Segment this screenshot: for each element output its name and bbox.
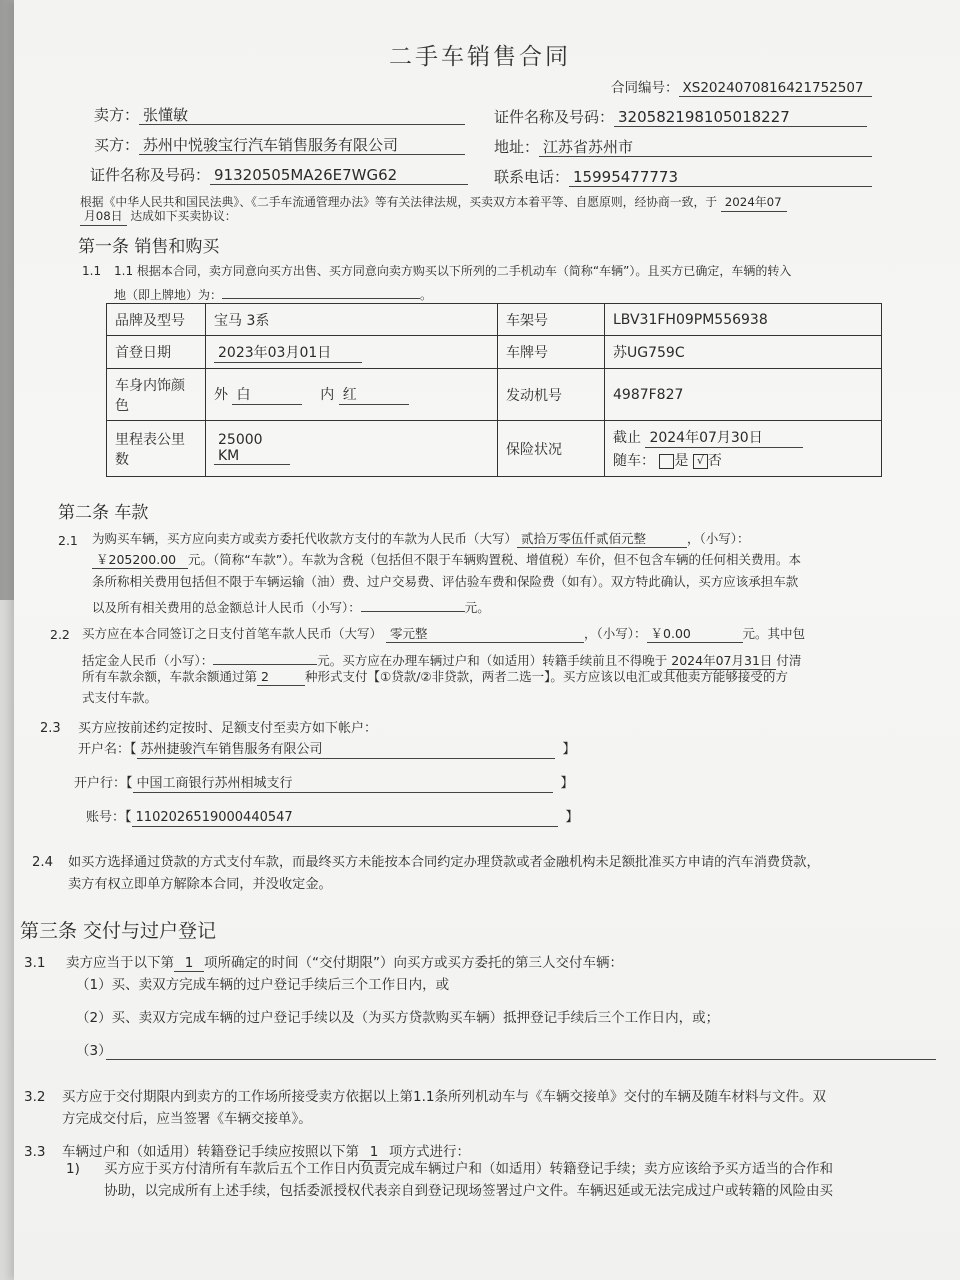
p11-end: 。 <box>420 288 433 302</box>
seller-id-label: 证件名称及号码： <box>494 108 615 126</box>
p11-line2 <box>114 282 432 302</box>
ins-until-value: 2024年07月30日 <box>645 427 803 448</box>
p31-option3-blank <box>106 1059 936 1060</box>
buyer-row <box>94 136 465 155</box>
p21-amount: ￥205200.00 <box>92 552 188 569</box>
p21-text1: 为购买车辆，买方应向卖方或卖方委托代收款方支付的车款为人民币（大写） <box>92 531 518 546</box>
mileage-value: 25000 KM <box>214 432 290 465</box>
acct-name-row <box>78 742 576 759</box>
p22-first: ￥0.00 <box>647 626 743 643</box>
buyer-phone-label: 联系电话： <box>494 168 570 186</box>
p31-line1 <box>66 955 623 972</box>
article1-title: 第一条 销售和购买 <box>78 237 220 257</box>
p22-line4: 式支付车款。 <box>82 690 158 705</box>
p33-num: 3.3 <box>24 1144 46 1160</box>
buyer-addr-row <box>494 138 872 157</box>
p24-num: 2.4 <box>32 855 53 870</box>
engine-label: 发动机号 <box>498 369 605 421</box>
bracket-left: 【 <box>125 810 132 825</box>
article2-title: 第二条 车款 <box>58 503 149 523</box>
p33-text-b: 项方式进行： <box>389 1144 470 1160</box>
bracket-right: 】 <box>565 810 579 825</box>
acct-no-row <box>86 810 579 827</box>
vehicle-table <box>106 303 882 477</box>
p33-text-a: 车辆过户和（如适用）转籍登记手续应按照以下第 <box>62 1144 359 1160</box>
mileage-label: 里程表公里数 <box>107 421 206 477</box>
p22-text2c: 付清 <box>776 653 802 668</box>
interior-prefix: 内 <box>320 387 335 403</box>
ins-no-checkbox[interactable]: √ <box>693 454 708 469</box>
insurance-with-car <box>613 450 873 470</box>
p22-num: 2.2 <box>50 627 70 642</box>
acct-name-label: 开户名： <box>78 742 131 757</box>
seller-id-row <box>494 108 867 127</box>
p31-num: 3.1 <box>24 955 46 971</box>
ins-no-label: 否 <box>707 453 722 469</box>
bank-value: 中国工商银行苏州相城支行 <box>133 776 553 793</box>
seller-value: 张懂敏 <box>139 106 465 125</box>
buyer-value: 苏州中悦骏宝行汽车销售服务有限公司 <box>139 136 465 155</box>
brand-value: 宝马 3系 <box>206 304 498 336</box>
p21-amount-cn: 贰拾万零伍仟贰佰元整 <box>517 531 687 548</box>
buyer-id-value: 91320505MA26E7WG62 <box>210 166 468 185</box>
p22-text1: 买方应在本合同签订之日支付首笔车款人民币（大写） <box>82 626 383 641</box>
reg-date-value: 2023年03月01日 <box>214 342 362 363</box>
bank-label: 开户行： <box>74 776 127 791</box>
p21-num: 2.1 <box>58 533 78 548</box>
buyer-label: 买方： <box>94 136 140 154</box>
p22-text1c: 元。其中包 <box>742 626 806 641</box>
contract-no-label: 合同编号： <box>611 80 679 96</box>
p21-text2: 元。（简称“车款”）。车款为含税（包括但不限于车辆购置税、增值税）车价，但不包含车辆的任何相关费用。本 <box>188 552 801 567</box>
acct-no-value: 1102026519000440547 <box>132 810 558 827</box>
p22-deadline: 2024年07月31日 <box>667 653 776 670</box>
seller-id-value: 320582198105018227 <box>614 108 867 127</box>
p22-text2b: 元。买方应在办理车辆过户和（如适用）转籍手续前且不得晚于 <box>317 653 668 668</box>
p21-text4: 以及所有相关费用的总金额总计人民币（小写）： <box>92 600 361 615</box>
p32-num: 3.2 <box>24 1089 46 1105</box>
p33-sub-line2: 协助，以完成所有上述手续，包括委派授权代表亲自到登记现场签署过户文件。车辆迟延或无法完成过户或转籍的风险由买 <box>104 1183 833 1199</box>
vin-label: 车架号 <box>498 304 605 336</box>
p33-sub-line1: 买方应于买方付清所有车款后五个工作日内负责完成车辆过户和（如适用）转籍登记手续；卖方应该给予买方适当的合作和 <box>104 1161 833 1177</box>
p22-text1b: ，（小写）： <box>584 626 647 641</box>
preamble-date-year: 2024年07 <box>721 195 787 212</box>
exterior-prefix: 外 <box>214 387 228 403</box>
preamble-text: 根据《中华人民共和国民法典》、《二手车流通管理办法》等有关法律法规，买卖双方本着平等、自愿原则，经协商一致，于 <box>80 195 718 209</box>
ins-until-prefix: 截止 <box>613 430 641 446</box>
p22-text3b: 种形式支付【①贷款/②非贷款，两者二选一】。买方应该以电汇或其他卖方能够接受的方 <box>305 669 788 684</box>
ins-yes-label: 是 <box>674 453 689 469</box>
p22-text3a: 所有车款余额，车款余额通过第 <box>82 669 258 684</box>
p24-line2: 卖方有权立即单方解除本合同，并没收定金。 <box>68 877 332 892</box>
p23-line1: 买方应按前述约定按时、足额支付至卖方如下帐户： <box>78 721 378 736</box>
plate-value: 苏UG759C <box>605 336 882 369</box>
brand-label: 品牌及型号 <box>107 304 206 336</box>
p11-line2-text: 地（即上牌地）为： <box>114 288 223 302</box>
p32-line1: 买方应于交付期限内到卖方的工作场所接受卖方依据以上第1.1条所列机动车与《车辆交接单》交付的车辆及随车材料与文件。双 <box>62 1089 826 1105</box>
bank-row <box>74 776 574 793</box>
vin-value: LBV31FH09PM556938 <box>605 304 882 336</box>
p21-line1 <box>92 531 750 548</box>
preamble-text2: 达成如下买卖协议： <box>130 209 237 223</box>
p11-num: 1.1 <box>82 264 102 278</box>
p21-line3: 条所称相关费用包括但不限于车辆运输（油）费、过户交易费、评估验车费和保险费（如有）。双方特此确认，买方应该承担车款 <box>92 574 799 589</box>
buyer-addr-value: 江苏省苏州市 <box>539 138 872 157</box>
p31-text-b: 项所确定的时间（“交付期限”）向买方或买方委托的第三人交付车辆： <box>204 955 623 971</box>
p21-line2 <box>92 552 801 569</box>
p22-line2 <box>82 648 801 670</box>
color-cell <box>206 369 498 421</box>
p23-num: 2.3 <box>40 721 61 736</box>
p22-line3 <box>82 669 788 686</box>
acct-name-value: 苏州捷骏汽车销售服务有限公司 <box>137 742 555 759</box>
buyer-addr-label: 地址： <box>494 138 540 156</box>
interior-value: 红 <box>339 384 409 405</box>
plate-label: 车牌号 <box>498 336 605 369</box>
bracket-left: 【 <box>126 776 133 791</box>
ins-yes-checkbox[interactable] <box>659 454 674 469</box>
article3-title: 第三条 交付与过户登记 <box>20 920 217 942</box>
p21-text4-end: 元。 <box>464 600 490 615</box>
p33-sub-num: 1) <box>66 1161 80 1177</box>
buyer-id-row <box>90 166 468 185</box>
contract-no-value: XS2024070816421752507 <box>679 80 872 97</box>
p31-option1: （1）买、卖双方完成车辆的过户登记手续后三个工作日内，或 <box>76 977 450 993</box>
seller-row <box>94 106 465 125</box>
p24-line1: 如买方选择通过贷款的方式支付车款，而最终买方未能按本合同约定办理贷款或者金融机构未足额批准买方申请的汽车消费贷款， <box>68 855 820 870</box>
p33-item: 1 <box>359 1144 389 1161</box>
p31-item: 1 <box>174 955 204 972</box>
seller-label: 卖方： <box>94 106 140 124</box>
bracket-right: 】 <box>562 742 576 757</box>
insurance-until <box>613 427 873 448</box>
reg-date-label: 首登日期 <box>107 336 206 369</box>
p32-line2: 方完成交付后，应当签署《车辆交接单》。 <box>62 1111 312 1127</box>
p22-text2a: 括定金人民币（小写）： <box>82 653 214 668</box>
document-title: 二手车销售合同 <box>389 44 571 70</box>
insurance-label: 保险状况 <box>498 421 605 477</box>
buyer-phone-row <box>494 168 872 187</box>
engine-value: 4987F827 <box>605 369 882 421</box>
color-label: 车身内饰颜色 <box>107 369 206 421</box>
exterior-value: 白 <box>232 384 302 405</box>
mileage-cell <box>206 421 498 477</box>
buyer-phone-value: 15995477773 <box>569 168 872 187</box>
preamble-line2 <box>80 209 237 226</box>
acct-no-label: 账号： <box>86 810 126 825</box>
p22-first-cn: 零元整 <box>386 626 584 643</box>
p21-line4 <box>92 595 490 615</box>
buyer-id-label: 证件名称及号码： <box>90 166 211 184</box>
bracket-left: 【 <box>130 742 137 757</box>
p22-line1 <box>82 626 805 643</box>
p33-line1 <box>62 1144 470 1161</box>
contract-no <box>611 80 872 97</box>
ins-with-car-label: 随车： <box>613 453 655 469</box>
p31-text-a: 卖方应当于以下第 <box>66 955 174 971</box>
p21-text1b: ，（小写）： <box>687 531 750 546</box>
bracket-right: 】 <box>560 776 574 791</box>
insurance-cell <box>605 421 882 477</box>
p22-method: 2 <box>257 669 305 686</box>
p11-line1: 1.1 根据本合同，卖方同意向买方出售、买方同意向卖方购买以下所列的二手机动车（简称“车辆”）。且买方已确定，车辆的转入 <box>114 264 792 278</box>
p31-option3: （3） <box>76 1043 112 1059</box>
reg-date-cell <box>206 336 498 369</box>
p31-option2: （2）买、卖双方完成车辆的过户登记手续以及（为买方贷款购买车辆）抵押登记手续后三个工作日内，或； <box>76 1010 720 1026</box>
preamble-date-day: 月08日 <box>80 209 127 226</box>
